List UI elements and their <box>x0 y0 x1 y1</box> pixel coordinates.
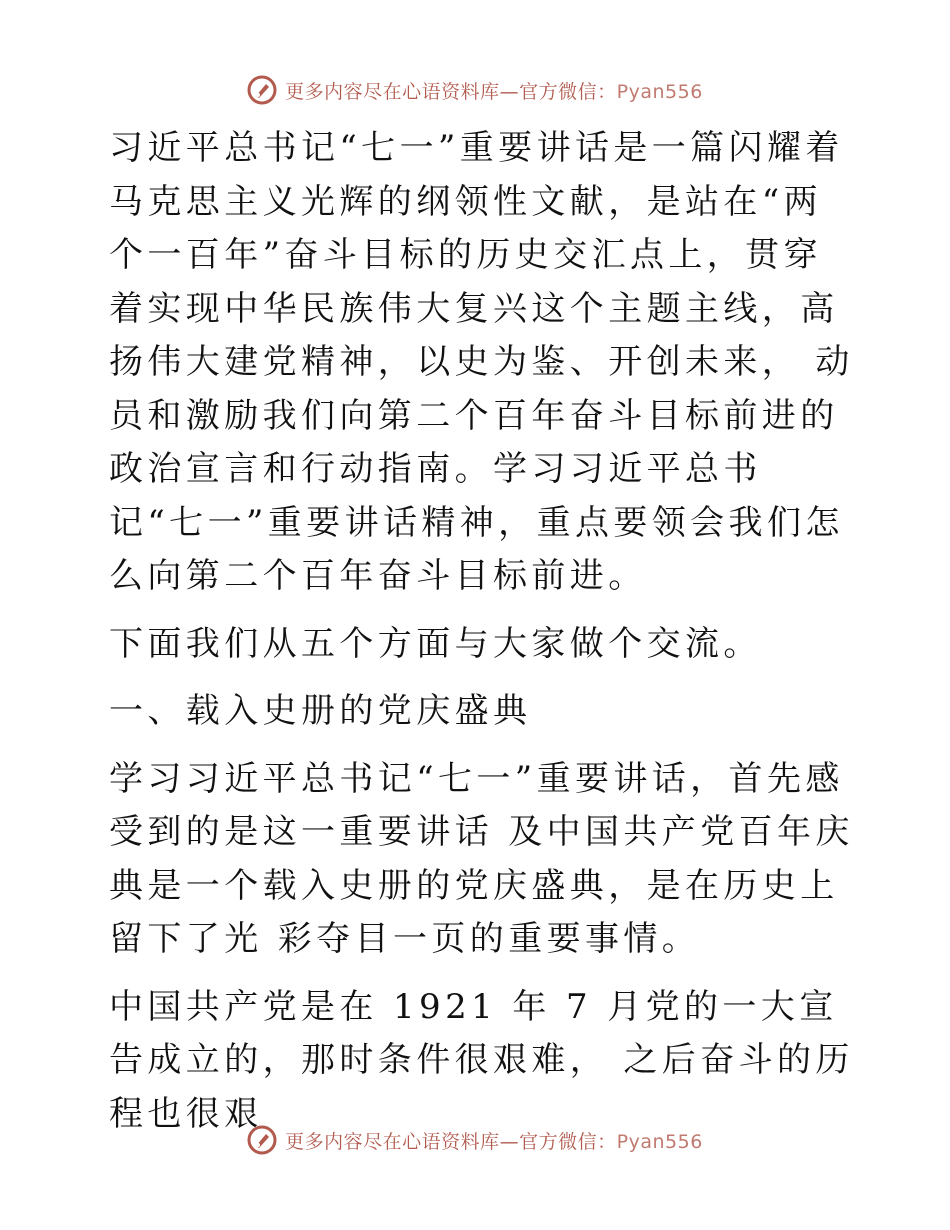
header-watermark <box>0 70 950 110</box>
paragraph-overview: 下面我们从五个方面与大家做个交流。 <box>109 623 762 664</box>
pen-nib-logo-icon <box>247 1125 277 1155</box>
watermark-text: 更多内容尽在心语资料库—官方微信：Pyan556 <box>285 80 703 103</box>
section-heading-1: 一、载入史册的党庆盛典 <box>109 691 532 731</box>
pen-nib-logo-icon <box>247 75 277 105</box>
document-body <box>97 122 857 1141</box>
paragraph-intro: 习近平总书记“七一”重要讲话是一篇闪耀着马克思主义光辉的纲领性文献，是站在“两个一百年”奋斗目标的历史交汇点上，贯穿着实现中华民族伟大复兴这个主题主线，高扬伟大建党精神，以史为鉴、开创未来， 动员和激励我们向第二个百年奋斗目标前进的政治宣言和行动指南。学习习近平总书记“七一”重要讲话精神，重点要领会我们怎么向第二个百年奋斗目标前进。 <box>109 128 854 596</box>
footer-watermark <box>0 1120 950 1160</box>
paragraph-history: 中国共产党是在 1921 年 7 月党的一大宣告成立的，那时条件很艰难， 之后奋斗的历程也很艰 <box>109 986 854 1134</box>
watermark-wechat-id: Pyan556 <box>616 80 703 103</box>
watermark-text: 更多内容尽在心语资料库—官方微信：Pyan556 <box>285 1130 703 1153</box>
watermark-wechat-id: Pyan556 <box>616 1130 703 1153</box>
paragraph-section-1: 学习习近平总书记“七一”重要讲话，首先感受到的是这一重要讲话 及中国共产党百年庆典是一个载入史册的党庆盛典，是在历史上留下了光 彩夺目一页的重要事情。 <box>109 758 854 959</box>
